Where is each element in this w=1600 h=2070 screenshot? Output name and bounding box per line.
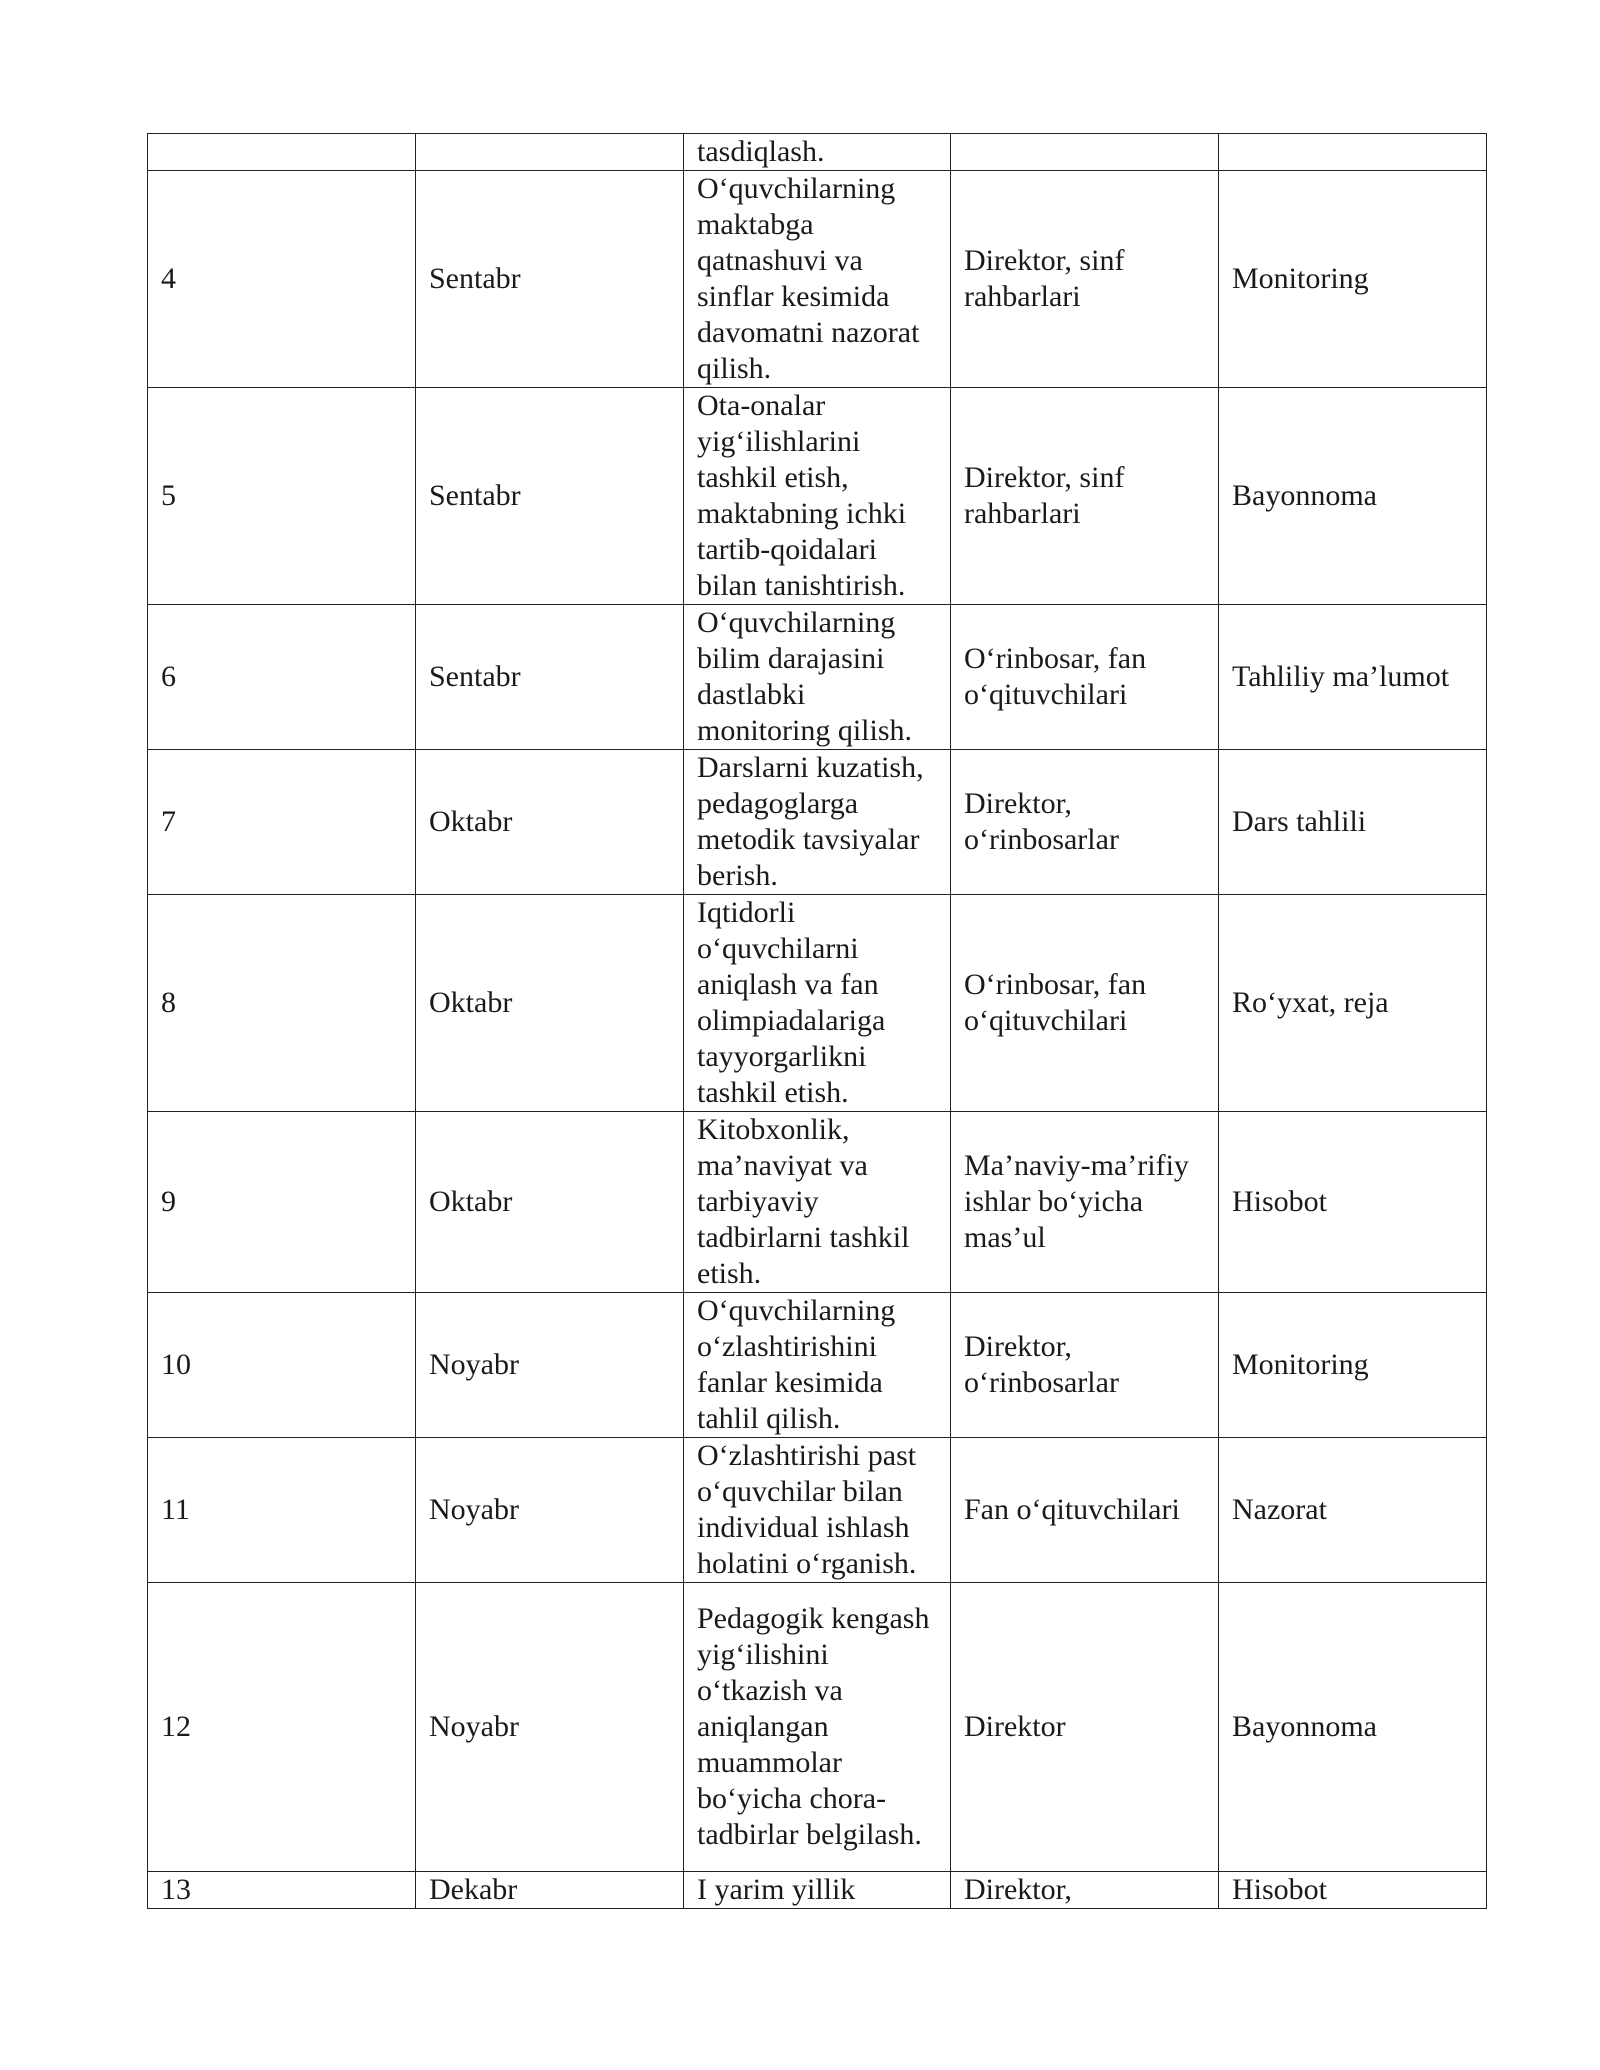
- row-number-cell: 8: [148, 895, 416, 1112]
- result-form-cell: Dars tahlili: [1219, 750, 1487, 895]
- table-row: [148, 1293, 1487, 1438]
- month-cell: Dekabr: [416, 1872, 684, 1909]
- activity-description-cell: O‘quvchilarning bilim darajasini dastlabki monitoring qilish.: [684, 605, 951, 750]
- row-number-cell: 4: [148, 171, 416, 388]
- activity-description-cell: tasdiqlash.: [684, 134, 951, 171]
- result-form-cell: Hisobot: [1219, 1872, 1487, 1909]
- responsible-cell: Direktor,: [951, 1872, 1219, 1909]
- responsible-cell: Fan o‘qituvchilari: [951, 1438, 1219, 1583]
- month-cell: Sentabr: [416, 388, 684, 605]
- responsible-cell: O‘rinbosar, fan o‘qituvchilari: [951, 605, 1219, 750]
- month-cell: Oktabr: [416, 750, 684, 895]
- row-number-cell: [148, 134, 416, 171]
- plan-table-body: [148, 134, 1487, 1909]
- row-number-cell: 5: [148, 388, 416, 605]
- month-cell: [416, 134, 684, 171]
- month-cell: Noyabr: [416, 1438, 684, 1583]
- activity-description-cell: Darslarni kuzatish, pedagoglarga metodik tavsiyalar berish.: [684, 750, 951, 895]
- table-row: [148, 1583, 1487, 1872]
- activity-description-cell: Iqtidorli o‘quvchilarni aniqlash va fan olimpiadalariga tayyorgarlikni tashkil etish.: [684, 895, 951, 1112]
- result-form-cell: [1219, 134, 1487, 171]
- month-cell: Oktabr: [416, 1112, 684, 1293]
- result-form-cell: Ro‘yxat, reja: [1219, 895, 1487, 1112]
- result-form-cell: Hisobot: [1219, 1112, 1487, 1293]
- row-number-cell: 6: [148, 605, 416, 750]
- month-cell: Sentabr: [416, 605, 684, 750]
- activity-description-cell: I yarim yillik: [684, 1872, 951, 1909]
- row-number-cell: 10: [148, 1293, 416, 1438]
- table-row: [148, 750, 1487, 895]
- row-number-cell: 9: [148, 1112, 416, 1293]
- row-number-cell: 11: [148, 1438, 416, 1583]
- table-row: [148, 171, 1487, 388]
- result-form-cell: Nazorat: [1219, 1438, 1487, 1583]
- activity-description-cell: O‘quvchilarning maktabga qatnashuvi va sinflar kesimida davomatni nazorat qilish.: [684, 171, 951, 388]
- table-row: [148, 1438, 1487, 1583]
- responsible-cell: [951, 134, 1219, 171]
- result-form-cell: Bayonnoma: [1219, 1583, 1487, 1872]
- responsible-cell: Ma’naviy-ma’rifiy ishlar bo‘yicha mas’ul: [951, 1112, 1219, 1293]
- activity-description-cell: O‘zlashtirishi past o‘quvchilar bilan individual ishlash holatini o‘rganish.: [684, 1438, 951, 1583]
- table-row: [148, 895, 1487, 1112]
- responsible-cell: Direktor, o‘rinbosarlar: [951, 1293, 1219, 1438]
- table-row: [148, 134, 1487, 171]
- responsible-cell: Direktor, o‘rinbosarlar: [951, 750, 1219, 895]
- activity-description-cell: Kitobxonlik, ma’naviyat va tarbiyaviy tadbirlarni tashkil etish.: [684, 1112, 951, 1293]
- table-row: [148, 1872, 1487, 1909]
- result-form-cell: Tahliliy ma’lumot: [1219, 605, 1487, 750]
- responsible-cell: Direktor, sinf rahbarlari: [951, 388, 1219, 605]
- table-row: [148, 605, 1487, 750]
- table-row: [148, 388, 1487, 605]
- row-number-cell: 12: [148, 1583, 416, 1872]
- responsible-cell: Direktor, sinf rahbarlari: [951, 171, 1219, 388]
- activity-description-cell: Pedagogik kengash yig‘ilishini o‘tkazish va aniqlangan muammolar bo‘yicha chora-tadbirlar belgilash.: [684, 1583, 951, 1872]
- result-form-cell: Monitoring: [1219, 171, 1487, 388]
- month-cell: Noyabr: [416, 1583, 684, 1872]
- result-form-cell: Bayonnoma: [1219, 388, 1487, 605]
- plan-table: [147, 133, 1487, 1909]
- activity-description-cell: Ota-onalar yig‘ilishlarini tashkil etish, maktabning ichki tartib-qoidalari bilan tanishtirish.: [684, 388, 951, 605]
- result-form-cell: Monitoring: [1219, 1293, 1487, 1438]
- table-row: [148, 1112, 1487, 1293]
- row-number-cell: 7: [148, 750, 416, 895]
- month-cell: Noyabr: [416, 1293, 684, 1438]
- month-cell: Oktabr: [416, 895, 684, 1112]
- activity-description-cell: O‘quvchilarning o‘zlashtirishini fanlar kesimida tahlil qilish.: [684, 1293, 951, 1438]
- month-cell: Sentabr: [416, 171, 684, 388]
- row-number-cell: 13: [148, 1872, 416, 1909]
- responsible-cell: Direktor: [951, 1583, 1219, 1872]
- responsible-cell: O‘rinbosar, fan o‘qituvchilari: [951, 895, 1219, 1112]
